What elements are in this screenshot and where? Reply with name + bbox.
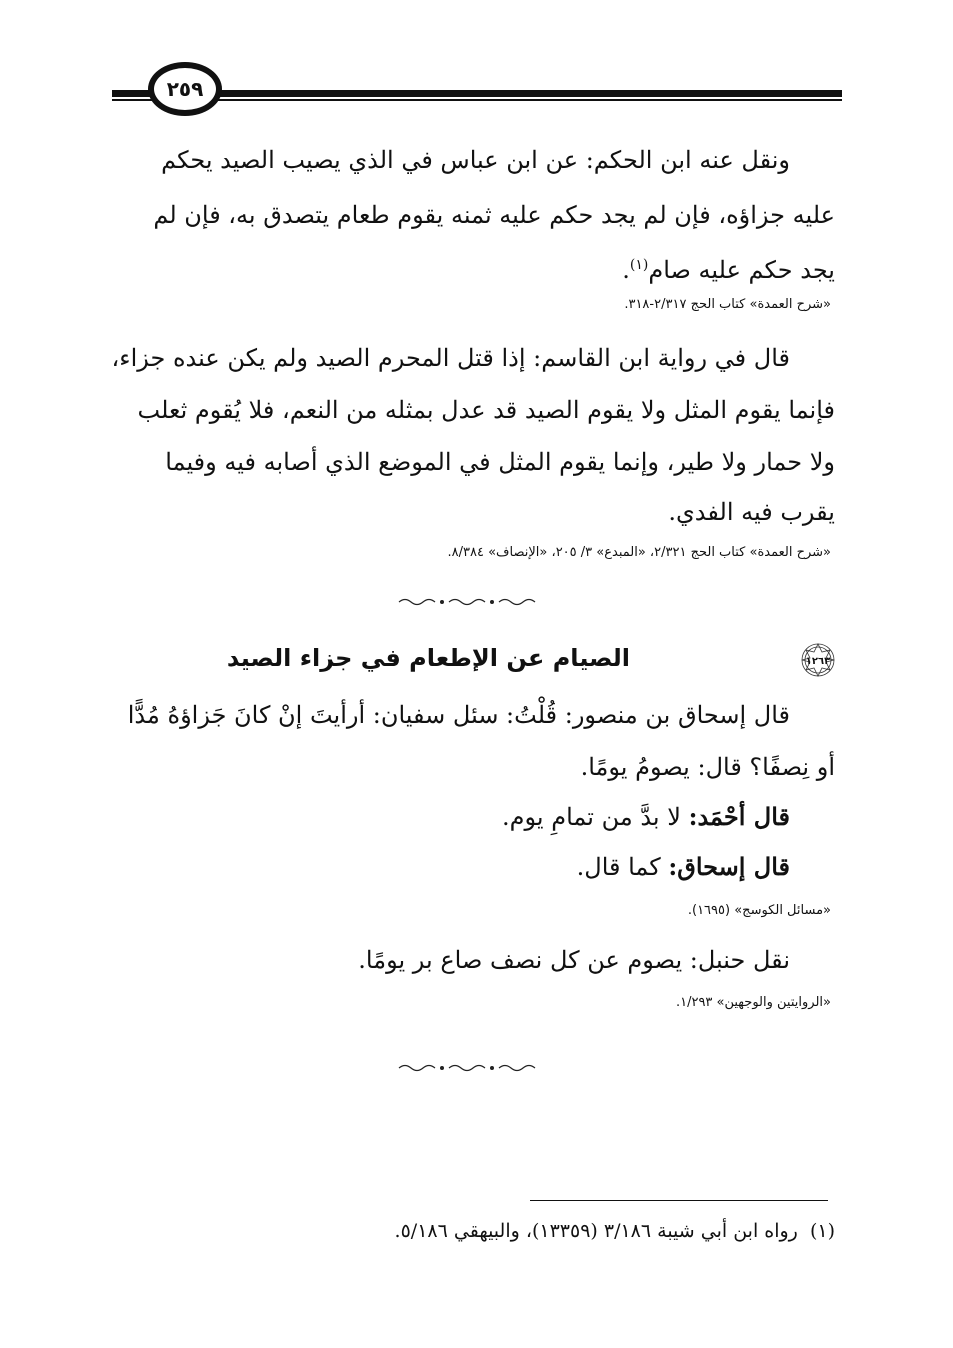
paragraph-line: عليه جزاؤه، فإن لم يجد حكم عليه ثمنه يقوم طعام يتصدق به، فإن لم bbox=[153, 201, 835, 229]
entry-number-badge bbox=[800, 642, 836, 678]
paragraph-line: يجد حكم عليه صام$^{(١)}$. bbox=[622, 256, 835, 284]
page-number: ٢٥٩ bbox=[148, 62, 222, 116]
ornament-divider bbox=[395, 1063, 545, 1073]
paragraph-line: ونقل عنه ابن الحكم: عن ابن عباس في الذي يصيب الصيد يحكم bbox=[161, 146, 790, 174]
source-citation: «الروايتين والوجهين» ١/٢٩٣. bbox=[675, 995, 831, 1010]
source-citation: «شرح العمدة» كتاب الحج ٢/٣١٧-٣١٨. bbox=[624, 297, 831, 312]
paragraph-line: نقل حنبل: يصوم عن كل نصف صاع بر يومًا. bbox=[358, 946, 790, 974]
ishaq-line: قال إسحاق: كما قال. bbox=[576, 852, 790, 881]
entry-number: ١٢٦٣ bbox=[805, 656, 831, 667]
paragraph-line: قال في رواية ابن القاسم: إذا قتل المحرم الصيد ولم يكن عنده جزاء، bbox=[111, 344, 790, 372]
source-citation: «مسائل الكوسج» (١٦٩٥). bbox=[687, 903, 831, 918]
entry-title: الصيام عن الإطعام في جزاء الصيد bbox=[226, 644, 630, 672]
ahmad-line: قال أحْمَد: لا بدَّ من تمامِ يوم. bbox=[502, 802, 790, 831]
footnote-marker: (١) bbox=[629, 257, 649, 273]
header-rule-thin bbox=[112, 99, 842, 101]
footnote-rule bbox=[530, 1200, 828, 1201]
entry-heading bbox=[226, 642, 831, 682]
source-citation: «شرح العمدة» كتاب الحج ٢/٣٢١، «المبدع» ٣/ ٢٠٥، «الإنصاف» ٨/٣٨٤. bbox=[447, 545, 831, 560]
ornament-divider bbox=[395, 597, 545, 607]
paragraph-line: أو نِصفًا؟ قال: يصومُ يومًا. bbox=[580, 753, 835, 781]
ishaq-label: قال إسحاق: bbox=[668, 852, 790, 881]
paragraph-line: ولا حمار ولا طير، وإنما يقوم المثل في الموضع الذي أصابه فيه وفيما bbox=[165, 448, 835, 476]
paragraph-line: قال إسحاق بن منصور: قُلْتُ: سئل سفيان: أرأيتَ إنْ كانَ جَزاؤهُ مُدًّا bbox=[127, 701, 790, 729]
paragraph-line: يقرب فيه الفدي. bbox=[668, 498, 835, 526]
footnote: (١) رواه ابن أبي شيبة ٣/١٨٦ (١٣٣٥٩)، والبيهقي ٥/١٨٦. bbox=[394, 1220, 835, 1242]
footnote-number: (١) bbox=[809, 1220, 835, 1242]
paragraph-line: فإنما يقوم المثل ولا يقوم الصيد قد عدل بمثله من النعم، فلا يُقوم ثعلب bbox=[137, 396, 835, 424]
ahmad-label: قال أحْمَد: bbox=[688, 802, 790, 831]
